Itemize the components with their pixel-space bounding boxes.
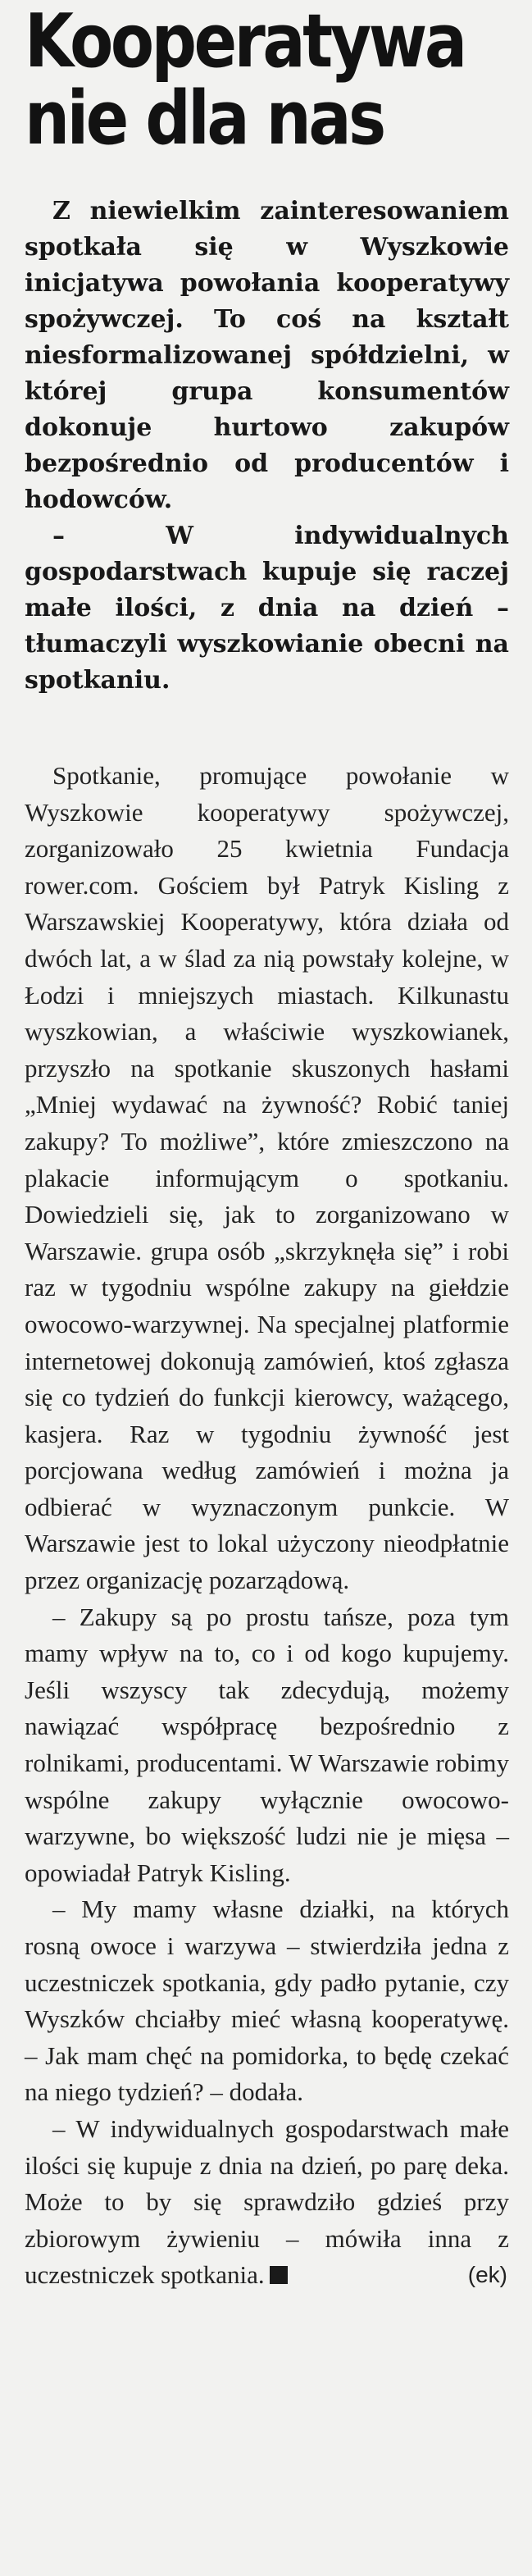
body-paragraph-text: – W indywidualnych gospodarstwach małe ilości się kupuje z dnia na dzień, po parę deka. Może to by się sprawdziło gdzieś przy zbiorowym żywieniu – mówiła inna z uczestniczek spotkania.: [25, 2113, 509, 2290]
body-paragraph-last: [25, 2111, 509, 2294]
end-of-article-icon: [270, 2266, 288, 2284]
headline-line-1: Kooperatywa: [25, 0, 465, 84]
lead-paragraph: Z niewielkim zainteresowaniem spotkała się w Wyszkowie inicjatywa powołania kooperatywy spożywczej. To coś na kształt niesformalizowanej spółdzielni, w której grupa konsumentów dokonuje hurtowo zakupów bezpośrednio od producentów i hodowców.: [25, 197, 509, 514]
body-paragraph: – My mamy własne działki, na których rosną owoce i warzywa – stwierdziła jedna z uczestniczek spotkania, gdy padło pytanie, czy Wyszków chciałby mieć własną kooperatywę. – Jak mam chęć na pomidorka, to będę czekać na niego tydzień? – dodała.: [25, 1894, 509, 2107]
body-paragraph: – Zakupy są po prostu tańsze, poza tym mamy wpływ na to, co i od kogo kupujemy. Jeśli wszyscy tak zdecydują, możemy nawiązać współpracę bezpośrednio z rolnikami, producentami. W Warszawie robimy wspólne zakupy wyłącznie owocowo-warzywne, bo większość ludzi nie je mięsa – opowiadał Patryk Kisling.: [25, 1602, 509, 1887]
article-lead: [25, 194, 509, 699]
headline-line-2: nie dla nas: [25, 75, 384, 162]
body-paragraph: Spotkanie, promujące powołanie w Wyszkowie kooperatywy spożywczej, zorganizowało 25 kwietnia Fundacja rower.com. Gościem był Patryk Kisling z Warszawskiej Kooperatywy, która działa od dwóch lat, a w ślad za nią powstały kolejne, w Łodzi i mniejszych miastach. Kilkunastu wyszkowian, a właściwie wyszkowianek, przyszło na spotkanie skuszonych hasłami „Mniej wydawać na żywność? Robić taniej zakupy? To możliwe”, które zmieszczono na plakacie informującym o spotkaniu. Dowiedzieli się, jak to zorganizowano w Warszawie. grupa osób „skrzyknęła się” i robi raz w tygodniu wspólne zakupy na giełdzie owocowo-warzywnej. Na specjalnej platformie internetowej dokonują zamówień, ktoś zgłasza się co tydzień do funkcji kierowcy, ważącego, kasjera. Raz w tygodniu żywność jest porcjowana według zamówień i można ja odbierać w wyznaczonym punkcie. W Warszawie jest to lokal użyczony nieodpłatnie przez organizację pozarządową.: [25, 761, 509, 1595]
author-signature: (ek): [467, 2262, 507, 2288]
article-headline: [25, 0, 465, 162]
lead-paragraph: – W indywidualnych gospodarstwach kupuje się raczej małe ilości, z dnia na dzień – tłumaczyli wyszkowianie obecni na spotkaniu.: [25, 522, 509, 695]
article-body: [25, 758, 509, 2294]
